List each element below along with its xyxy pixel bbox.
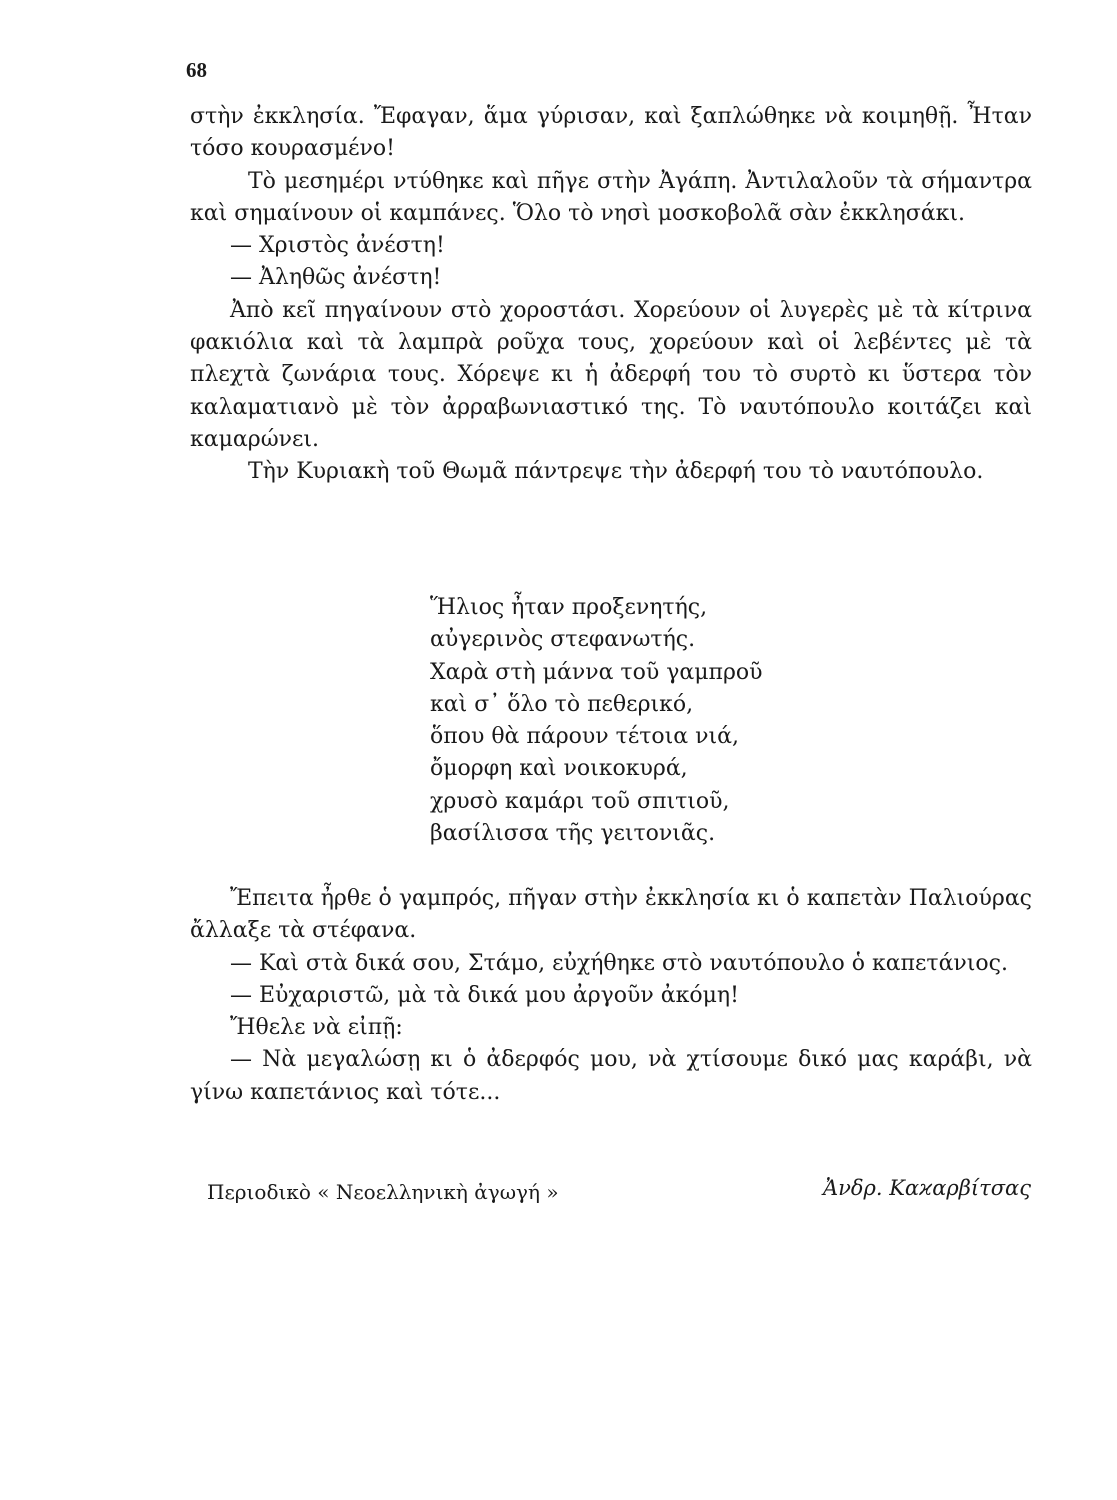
- paragraph: Ἤθελε νὰ εἰπῇ:: [230, 1015, 403, 1041]
- poem-line: καὶ σ᾽ ὅλο τὸ πεθερικό,: [430, 691, 694, 717]
- paragraph: Τὸ μεσημέρι ντύθηκε καὶ πῆγε στὴν Ἀγάπη. Ἀντιλαλοῦν τὰ σήμαντρα καὶ σημαίνουν οἱ καμπάνες. Ὅλο τὸ νησὶ μοσκοβολᾶ σὰν ἐκκλησάκι.: [190, 168, 1032, 226]
- page-number: 68: [186, 58, 207, 82]
- paragraph: — Εὐχαριστῶ, μὰ τὰ δικά μου ἀργοῦν ἀκόμη!: [230, 982, 739, 1008]
- paragraph: Τὴν Κυριακὴ τοῦ Θωμᾶ πάντρεψε τὴν ἀδερφή του τὸ ναυτόπουλο.: [248, 459, 984, 485]
- poem-line: ὄμορφη καὶ νοικοκυρά,: [430, 756, 688, 782]
- poem-line: Ἥλιος ἦταν προξενητής,: [430, 595, 708, 620]
- paragraph: στὴν ἐκκλησία. Ἔφαγαν, ἅμα γύρισαν, καὶ ξαπλώθηκε νὰ κοιμηθῇ. Ἦταν τόσο κουρασμένο!: [190, 104, 1032, 162]
- paragraph: Ἀπὸ κεῖ πηγαίνουν στὸ χοροστάσι. Χορεύουν οἱ λυγερὲς μὲ τὰ κίτρινα φακιόλια καὶ τὰ λαμπρὰ ροῦχα τους, χορεύουν καὶ οἱ λεβέντες μὲ τὰ πλεχτὰ ζωνάρια τους. Χόρεψε κι ἡ ἀδερφή του τὸ συρτὸ κι ὕστερα τὸν καλαματιανὸ μὲ τὸν ἀρραβωνιαστικό της. Τὸ ναυτόπουλο κοιτάζει καὶ καμαρώνει.: [190, 297, 1032, 452]
- paragraph: — Χριστὸς ἀνέστη!: [230, 233, 445, 259]
- source-citation: Περιοδικὸ « Νεοελληνικὴ ἀγωγή »: [207, 1180, 559, 1204]
- poem: [430, 592, 763, 850]
- poem-line: βασίλισσα τῆς γειτονιᾶς.: [430, 821, 716, 847]
- body-text-bottom: [190, 883, 1032, 1109]
- poem-line: ὅπου θὰ πάρουν τέτοια νιά,: [430, 724, 739, 750]
- author-name: Ἀνδρ. Καϰαρβίτσας: [822, 1176, 1031, 1200]
- poem-line: Χαρὰ στὴ μάννα τοῦ γαμπροῦ: [430, 659, 763, 685]
- poem-line: αὐγερινὸς στεφανωτής.: [430, 627, 696, 653]
- poem-line: χρυσὸ καμάρι τοῦ σπιτιοῦ,: [430, 788, 730, 814]
- paragraph: Ἔπειτα ἦρθε ὁ γαμπρός, πῆγαν στὴν ἐκκλησία κι ὁ καπετὰν Παλιούρας ἄλλαξε τὰ στέφανα.: [190, 886, 1032, 944]
- paragraph: — Νὰ μεγαλώσῃ κι ὁ ἀδερφός μου, νὰ χτίσουμε δικό μας καράβι, νὰ γίνω καπετάνιος καὶ τότε...: [190, 1047, 1032, 1105]
- paragraph: — Καὶ στὰ δικά σου, Στάμο, εὐχήθηκε στὸ ναυτόπουλο ὁ καπετάνιος.: [230, 950, 1008, 976]
- body-text-top: [190, 101, 1032, 489]
- paragraph: — Ἀληθῶς ἀνέστη!: [230, 265, 442, 291]
